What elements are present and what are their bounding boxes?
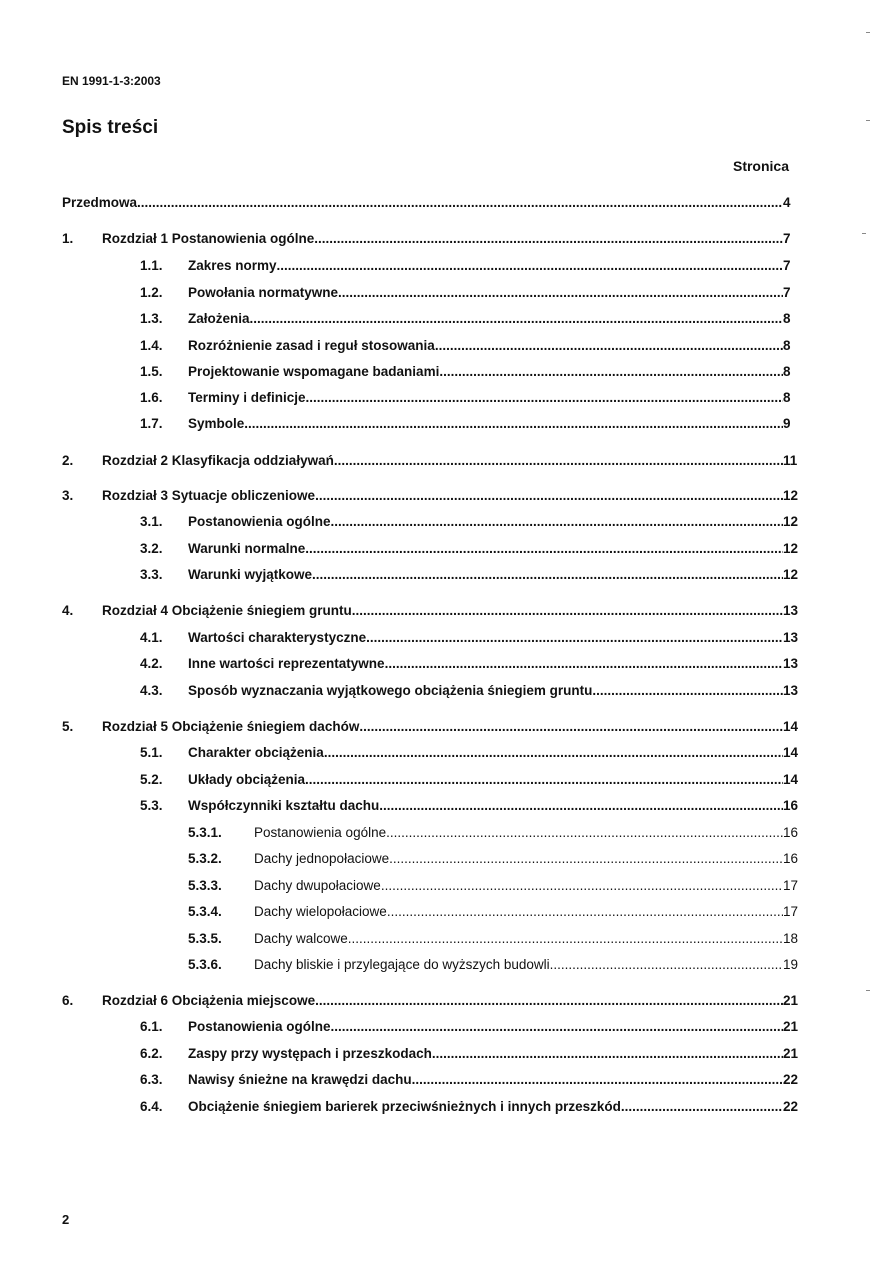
- toc-entry[interactable]: [0, 389, 893, 407]
- toc-entry-page: 13: [783, 683, 799, 698]
- toc-entry-title: Rozdział 3 Sytuacje obliczeniowe: [102, 488, 316, 503]
- toc-entry-page: 22: [783, 1099, 799, 1114]
- toc-entry-page: 8: [783, 311, 791, 326]
- dot-leader: [334, 452, 783, 470]
- toc-entry-page: 13: [783, 656, 799, 671]
- toc-entry-page: 16: [783, 851, 799, 866]
- toc-entry-leader-group: [254, 877, 783, 895]
- dot-leader: [386, 824, 783, 842]
- toc-entry-title: Dachy bliskie i przylegające do wyższych budowli: [254, 957, 550, 972]
- toc-entry-page: 9: [783, 416, 791, 431]
- toc-entry-leader-group: [254, 930, 783, 948]
- toc-entry-number: 6.: [62, 993, 74, 1008]
- toc-entry-page: 17: [783, 878, 799, 893]
- dot-leader: [244, 415, 783, 433]
- dot-leader: [305, 540, 783, 558]
- toc-entry-page: 16: [783, 825, 799, 840]
- toc-entry-page: 14: [783, 719, 799, 734]
- toc-entry-page: 13: [783, 603, 799, 618]
- toc-entry-leader-group: [102, 718, 783, 736]
- toc-entry-leader-group: [102, 602, 783, 620]
- toc-entry-page: 7: [783, 258, 791, 273]
- dot-leader: [306, 389, 783, 407]
- toc-entry-leader-group: [102, 230, 783, 248]
- toc-entry-title: Warunki normalne: [188, 541, 306, 556]
- toc-entry-number: 5.3.2.: [188, 851, 222, 866]
- toc-entry-number: 5.3.4.: [188, 904, 222, 919]
- toc-entry[interactable]: [0, 877, 893, 895]
- toc-entry-page: 4: [783, 195, 791, 210]
- toc-entry-leader-group: [188, 629, 783, 647]
- toc-entry-title: Nawisy śnieżne na krawędzi dachu: [188, 1072, 412, 1087]
- toc-entry-number: 3.: [62, 488, 74, 503]
- toc-entry-number: 4.: [62, 603, 74, 618]
- toc-entry-title: Założenia: [188, 311, 250, 326]
- toc-entry-leader-group: [254, 824, 783, 842]
- toc-entry-leader-group: [188, 363, 783, 381]
- toc-entry[interactable]: [0, 956, 893, 974]
- toc-entry-leader-group: [188, 771, 783, 789]
- toc-entry-leader-group: [188, 513, 783, 531]
- toc-entry[interactable]: [0, 337, 893, 355]
- toc-entry-page: 8: [783, 338, 791, 353]
- toc-entry[interactable]: [0, 824, 893, 842]
- toc-entry-leader-group: [254, 956, 783, 974]
- toc-entry-number: 5.3.1.: [188, 825, 222, 840]
- toc-entry-title: Projektowanie wspomagane badaniami: [188, 364, 440, 379]
- toc-entry-title: Terminy i definicje: [188, 390, 306, 405]
- dot-leader: [379, 797, 783, 815]
- toc-entry[interactable]: [0, 513, 893, 531]
- toc-entry[interactable]: [0, 629, 893, 647]
- scan-artifact: [866, 32, 870, 33]
- dot-leader: [592, 682, 783, 700]
- toc-entry-number: 5.3.3.: [188, 878, 222, 893]
- toc-entry-page: 14: [783, 745, 799, 760]
- toc-entry-page: 22: [783, 1072, 799, 1087]
- toc-entry-number: 5.1.: [140, 745, 163, 760]
- toc-entry-leader-group: [188, 337, 783, 355]
- toc-entry-page: 12: [783, 488, 799, 503]
- dot-leader: [432, 1045, 783, 1063]
- toc-entry[interactable]: [0, 415, 893, 433]
- toc-entry-number: 4.2.: [140, 656, 163, 671]
- toc-entry[interactable]: [0, 310, 893, 328]
- toc-entry[interactable]: [0, 930, 893, 948]
- toc-entry-number: 1.2.: [140, 285, 163, 300]
- toc-entry-number: 5.3.6.: [188, 957, 222, 972]
- toc-entry[interactable]: [0, 771, 893, 789]
- toc-entry-page: 21: [783, 1019, 799, 1034]
- toc-entry-title: Dachy dwupołaciowe: [254, 878, 381, 893]
- dot-leader: [412, 1071, 783, 1089]
- toc-entry-page: 7: [783, 285, 791, 300]
- toc-entry-page: 7: [783, 231, 791, 246]
- dot-leader: [389, 850, 783, 868]
- dot-leader: [331, 513, 783, 531]
- toc-entry-title: Układy obciążenia: [188, 772, 306, 787]
- toc-entry-title: Warunki wyjątkowe: [188, 567, 313, 582]
- toc-entry-number: 3.1.: [140, 514, 163, 529]
- toc-entry[interactable]: [0, 1018, 893, 1036]
- toc-entry-title: Obciążenie śniegiem barierek przeciwśnieżnych i innych przeszkód: [188, 1099, 621, 1114]
- dot-leader: [359, 718, 783, 736]
- toc-entry-leader-group: [188, 415, 783, 433]
- toc-entry-leader-group: [62, 194, 783, 212]
- toc-entry-number: 5.3.5.: [188, 931, 222, 946]
- toc-entry-title: Rozdział 1 Postanowienia ogólne: [102, 231, 315, 246]
- toc-entry-leader-group: [102, 452, 783, 470]
- toc-entry-number: 6.1.: [140, 1019, 163, 1034]
- toc-entry-number: 5.3.: [140, 798, 163, 813]
- toc-entry-leader-group: [102, 487, 783, 505]
- toc-entry-leader-group: [188, 1098, 783, 1116]
- toc-entry-leader-group: [102, 992, 783, 1010]
- toc-entry[interactable]: [0, 257, 893, 275]
- toc-entry-leader-group: [188, 744, 783, 762]
- toc-entry-title: Rozdział 4 Obciążenie śniegiem gruntu: [102, 603, 352, 618]
- dot-leader: [381, 877, 783, 895]
- dot-leader: [385, 655, 783, 673]
- toc-entry-page: 18: [783, 931, 799, 946]
- toc-entry-title: Wartości charakterystyczne: [188, 630, 367, 645]
- toc-entry-number: 6.4.: [140, 1099, 163, 1114]
- toc-entry-page: 11: [783, 453, 798, 468]
- toc-entry[interactable]: [0, 194, 893, 212]
- scan-artifact: [866, 990, 870, 991]
- toc-entry-leader-group: [188, 682, 783, 700]
- toc-entry[interactable]: [0, 718, 893, 736]
- toc-entry-number: 5.: [62, 719, 74, 734]
- toc-entry-number: 1.1.: [140, 258, 163, 273]
- toc-entry-number: 1.5.: [140, 364, 163, 379]
- toc-entry-title: Sposób wyznaczania wyjątkowego obciążenia śniegiem gruntu: [188, 683, 593, 698]
- toc-entry-number: 1.6.: [140, 390, 163, 405]
- toc-entry-page: 16: [783, 798, 799, 813]
- toc-entry-number: 6.3.: [140, 1072, 163, 1087]
- toc-entry-title: Dachy wielopołaciowe: [254, 904, 387, 919]
- toc-entry-number: 5.2.: [140, 772, 163, 787]
- document-code: EN 1991-1-3:2003: [62, 74, 161, 88]
- dot-leader: [348, 930, 783, 948]
- toc-entry[interactable]: [0, 797, 893, 815]
- toc-entry[interactable]: [0, 655, 893, 673]
- dot-leader: [352, 602, 783, 620]
- toc-entry-leader-group: [188, 797, 783, 815]
- dot-leader: [387, 903, 783, 921]
- toc-entry-title: Zaspy przy występach i przeszkodach: [188, 1046, 432, 1061]
- toc-entry-leader-group: [188, 257, 783, 275]
- toc-entry-page: 13: [783, 630, 799, 645]
- dot-leader: [314, 230, 783, 248]
- toc-entry-page: 12: [783, 514, 799, 529]
- dot-leader: [315, 992, 783, 1010]
- toc-entry-leader-group: [188, 389, 783, 407]
- toc-entry[interactable]: [0, 452, 893, 470]
- toc-entry-title: Zakres normy: [188, 258, 277, 273]
- dot-leader: [250, 310, 783, 328]
- toc-entry-leader-group: [254, 903, 783, 921]
- toc-entry-number: 3.3.: [140, 567, 163, 582]
- toc-entry-page: 12: [783, 541, 799, 556]
- toc-entry[interactable]: [0, 744, 893, 762]
- page-number: 2: [62, 1212, 70, 1227]
- dot-leader: [324, 744, 783, 762]
- toc-entry-title: Postanowienia ogólne: [188, 1019, 331, 1034]
- page-title: Spis treści: [62, 117, 159, 138]
- dot-leader: [435, 337, 783, 355]
- toc-entry-number: 1.7.: [140, 416, 163, 431]
- toc-entry-leader-group: [188, 310, 783, 328]
- toc-entry[interactable]: [0, 602, 893, 620]
- toc-entry-page: 12: [783, 567, 799, 582]
- toc-entry[interactable]: [0, 1098, 893, 1116]
- scan-artifact: [862, 233, 866, 234]
- dot-leader: [277, 257, 783, 275]
- toc-entry-title: Powołania normatywne: [188, 285, 339, 300]
- toc-entry[interactable]: [0, 850, 893, 868]
- toc-entry-number: 1.: [62, 231, 74, 246]
- toc-entry[interactable]: [0, 992, 893, 1010]
- toc-entry-title: Postanowienia ogólne: [188, 514, 331, 529]
- toc-entry-leader-group: [188, 540, 783, 558]
- toc-entry-leader-group: [188, 1071, 783, 1089]
- toc-entry-number: 4.1.: [140, 630, 163, 645]
- scan-artifact: [866, 120, 870, 121]
- toc-entry-title: Rozdział 2 Klasyfikacja oddziaływań: [102, 453, 334, 468]
- toc-entry-number: 2.: [62, 453, 74, 468]
- toc-entry-title: Postanowienia ogólne: [254, 825, 387, 840]
- toc-entry-page: 21: [783, 993, 799, 1008]
- toc-entry[interactable]: [0, 566, 893, 584]
- toc-entry-page: 17: [783, 904, 799, 919]
- toc-entry-page: 21: [783, 1046, 799, 1061]
- dot-leader: [137, 194, 783, 212]
- toc-entry-leader-group: [188, 566, 783, 584]
- dot-leader: [550, 956, 783, 974]
- toc-entry-title: Rozróżnienie zasad i reguł stosowania: [188, 338, 435, 353]
- toc-entry-title: Rozdział 6 Obciążenia miejscowe: [102, 993, 316, 1008]
- toc-entry-number: 1.3.: [140, 311, 163, 326]
- toc-entry[interactable]: [0, 1045, 893, 1063]
- toc-entry-title: Współczynniki kształtu dachu: [188, 798, 380, 813]
- toc-entry-title: Dachy walcowe: [254, 931, 348, 946]
- toc-entry-leader-group: [188, 1018, 783, 1036]
- toc-entry[interactable]: [0, 487, 893, 505]
- toc-entry-leader-group: [254, 850, 783, 868]
- dot-leader: [312, 566, 783, 584]
- toc-entry-title: Inne wartości reprezentatywne: [188, 656, 385, 671]
- toc-entry-title: Symbole: [188, 416, 245, 431]
- toc-entry-title: Charakter obciążenia: [188, 745, 324, 760]
- toc-entry-title: Rozdział 5 Obciążenie śniegiem dachów: [102, 719, 360, 734]
- toc-entry-page: 14: [783, 772, 799, 787]
- toc-entry[interactable]: [0, 903, 893, 921]
- dot-leader: [366, 629, 783, 647]
- toc-entry-page: 19: [783, 957, 799, 972]
- toc-entry-number: 3.2.: [140, 541, 163, 556]
- toc-entry[interactable]: [0, 284, 893, 302]
- dot-leader: [338, 284, 783, 302]
- dot-leader: [621, 1098, 783, 1116]
- toc-entry-leader-group: [188, 655, 783, 673]
- toc-entry-page: 8: [783, 390, 791, 405]
- dot-leader: [315, 487, 783, 505]
- toc-entry-number: 4.3.: [140, 683, 163, 698]
- toc-entry[interactable]: [0, 682, 893, 700]
- page-column-label: Stronica: [732, 158, 789, 174]
- dot-leader: [331, 1018, 783, 1036]
- toc-entry[interactable]: [0, 540, 893, 558]
- toc-entry-leader-group: [188, 1045, 783, 1063]
- toc-entry-title: Dachy jednopołaciowe: [254, 851, 390, 866]
- toc-entry[interactable]: [0, 230, 893, 248]
- toc-entry[interactable]: [0, 363, 893, 381]
- toc-entry-number: 6.2.: [140, 1046, 163, 1061]
- toc-entry[interactable]: [0, 1071, 893, 1089]
- dot-leader: [439, 363, 783, 381]
- toc-entry-number: 1.4.: [140, 338, 163, 353]
- dot-leader: [305, 771, 783, 789]
- toc-entry-leader-group: [188, 284, 783, 302]
- toc-entry-title: Przedmowa: [62, 195, 138, 210]
- toc-entry-page: 8: [783, 364, 791, 379]
